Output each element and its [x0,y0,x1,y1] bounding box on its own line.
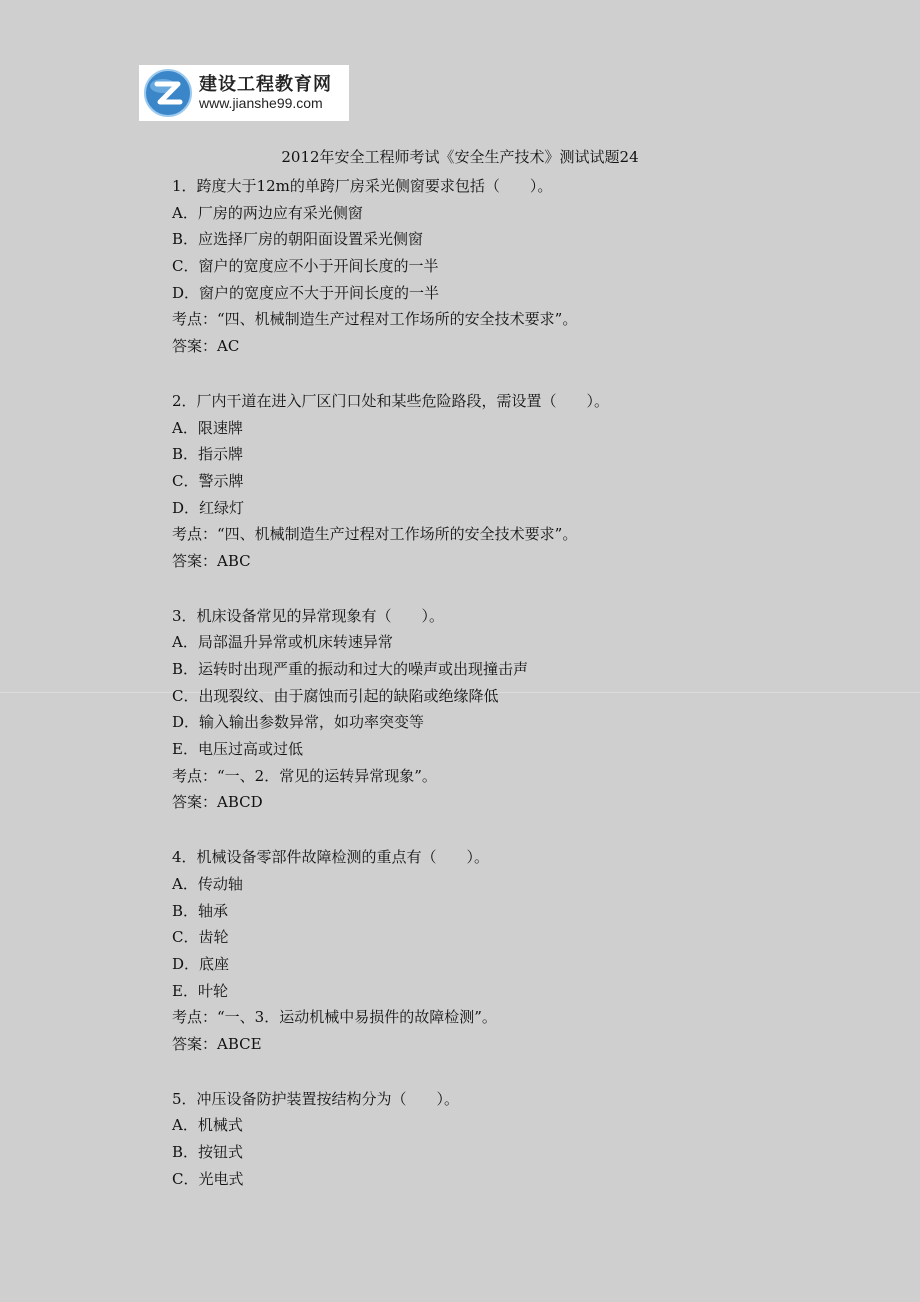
option-a: A．机械式 [172,1116,243,1135]
option-d: D．红绿灯 [172,498,245,517]
question-point: 考点：“一、3．运动机械中易损件的故障检测”。 [172,1008,497,1027]
question-point: 考点：“四、机械制造生产过程对工作场所的安全技术要求”。 [172,525,578,544]
question-stem: 1．跨度大于12m的单跨厂房采光侧窗要求包括（ ）。 [172,177,553,195]
logo-name: 建设工程教育网 [199,73,332,95]
option-b: B．按钮式 [172,1143,244,1161]
question-3 [172,603,872,817]
option-c: C．窗户的宽度应不小于开间长度的一半 [172,257,439,276]
question-stem: 2．厂内干道在进入厂区门口处和某些危险路段，需设置（ ）。 [172,391,610,410]
option-a: A．限速牌 [172,418,243,437]
question-stem: 4．机械设备零部件故障检测的重点有（ ）。 [172,848,490,867]
option-c: C．出现裂纹、由于腐蚀而引起的缺陷或绝缘降低 [172,686,499,705]
question-2 [172,388,872,575]
option-a: A．局部温升异常或机床转速异常 [172,633,393,652]
question-point: 考点：“一、2．常见的运转异常现象”。 [172,766,437,785]
question-answer: 答案：ABCD [172,793,263,812]
question-answer: 答案：AC [172,337,240,356]
logo-url: www.jianshe99.com [199,95,323,112]
option-d: D．窗户的宽度应不大于开间长度的一半 [172,283,440,302]
option-d: D．输入输出参数异常，如功率突变等 [172,713,425,732]
question-answer: 答案：ABC [172,551,251,570]
option-b: B．指示牌 [172,445,244,464]
option-b: B．轴承 [172,901,229,920]
option-e: E．电压过高或过低 [172,740,303,759]
question-stem: 5．冲压设备防护装置按结构分为（ ）。 [172,1089,460,1108]
option-a: A．传动轴 [172,874,243,893]
option-e: E．叶轮 [172,981,228,1000]
question-list [172,173,872,1192]
option-b: B．运转时出现严重的振动和过大的噪声或出现撞击声 [172,660,529,678]
question-4 [172,844,872,1058]
question-answer: 答案：ABCE [172,1034,262,1053]
option-c: C．光电式 [172,1169,244,1188]
logo-mark-icon [143,68,193,118]
question-point: 考点：“四、机械制造生产过程对工作场所的安全技术要求”。 [172,310,578,329]
document-title: 2012年安全工程师考试《安全生产技术》测试试题24 [281,148,639,166]
question-1 [172,173,872,360]
option-b: B．应选择厂房的朝阳面设置采光侧窗 [172,230,424,249]
option-c: C．齿轮 [172,928,229,947]
option-d: D．底座 [172,954,230,973]
question-stem: 3．机床设备常见的异常现象有（ ）。 [172,606,445,625]
option-c: C．警示牌 [172,471,244,490]
option-a: A．厂房的两边应有采光侧窗 [172,203,363,222]
site-logo [139,65,349,121]
question-5 [172,1086,872,1193]
